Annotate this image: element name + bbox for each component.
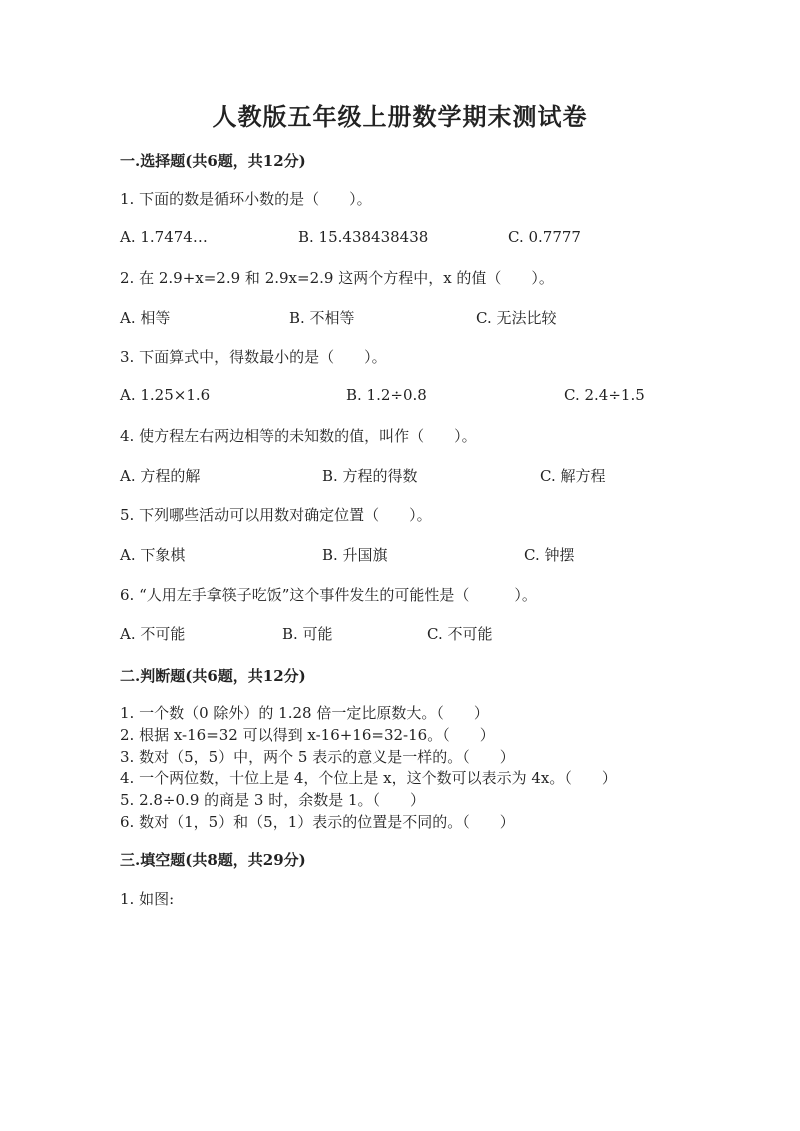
option-6b: B. 可能 [282,625,333,643]
page-title: 人教版五年级上册数学期末测试卷 [212,102,588,131]
question-4: 4. 使方程左右两边相等的未知数的值，叫作（ ）。 [120,427,477,445]
section-heading-judge: 二.判断题(共6题，共12分) [120,667,306,685]
option-3b: B. 1.2÷0.8 [346,386,427,404]
option-5a: A. 下象棋 [120,546,186,564]
option-4b: B. 方程的得数 [322,467,418,485]
option-1c: C. 0.7777 [508,228,581,246]
section-heading-choice: 一.选择题(共6题，共12分) [120,152,306,170]
judge-list [120,703,617,834]
option-1b: B. 15.438438438 [298,228,429,246]
question-6: 6. “人用左手拿筷子吃饭”这个事件发生的可能性是（ ）。 [120,586,537,604]
question-5: 5. 下列哪些活动可以用数对确定位置（ ）。 [120,506,432,524]
question-1: 1. 下面的数是循环小数的是（ ）。 [120,190,372,208]
option-6a: A. 不可能 [120,625,186,643]
option-5c: C. 钟摆 [524,546,575,564]
judge-item-5: 5. 2.8÷0.9 的商是 3 时，余数是 1。（ ） [120,791,426,810]
option-3c: C. 2.4÷1.5 [564,386,645,404]
question-3: 3. 下面算式中，得数最小的是（ ）。 [120,348,387,366]
option-1a: A. 1.7474… [120,228,208,246]
option-6c: C. 不可能 [427,625,493,643]
option-5b: B. 升国旗 [322,546,388,564]
section-heading-fill: 三.填空题(共8题，共29分) [120,851,306,869]
option-3a: A. 1.25×1.6 [120,386,211,404]
judge-item-4: 4. 一个两位数，十位上是 4，个位上是 x，这个数可以表示为 4x。（ ） [120,769,617,788]
judge-item-2: 2. 根据 x-16=32 可以得到 x-16+16=32-16。（ ） [120,725,495,744]
option-2a: A. 相等 [120,309,171,327]
judge-item-1: 1. 一个数（0 除外）的 1.28 倍一定比原数大。（ ） [120,704,489,722]
judge-item-3: 3. 数对（5，5）中，两个 5 表示的意义是一样的。（ ） [120,747,515,766]
option-4c: C. 解方程 [540,467,606,485]
option-2b: B. 不相等 [289,309,355,327]
judge-item-6: 6. 数对（1，5）和（5，1）表示的位置是不同的。（ ） [120,812,515,831]
option-2c: C. 无法比较 [476,309,557,327]
option-4a: A. 方程的解 [120,467,201,485]
fill-question-1: 1. 如图: [120,890,175,908]
question-2: 2. 在 2.9+x=2.9 和 2.9x=2.9 这两个方程中，x 的值（ ）。 [120,269,554,287]
